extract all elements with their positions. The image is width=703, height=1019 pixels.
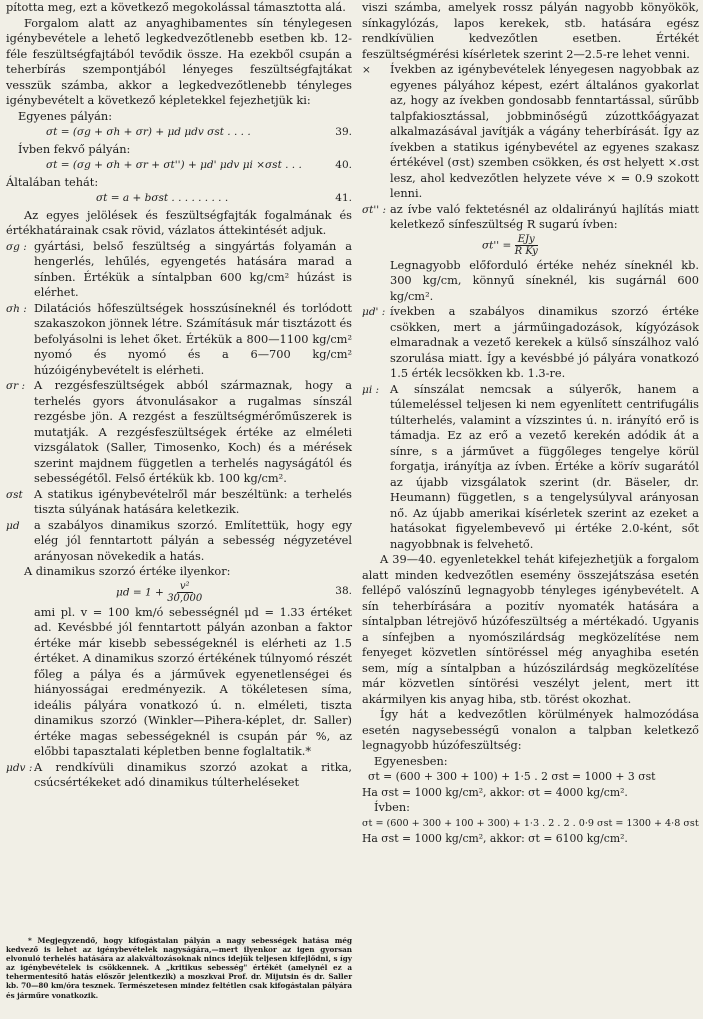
paragraph: pította meg, ezt a következő megokolással támasztotta alá. (6, 0, 346, 14)
definition-symbol: σr : (6, 380, 26, 392)
definition-symbol: σg : (6, 240, 27, 253)
definition-symbol: μdv : (6, 761, 33, 774)
calculation-result: Ha σst = 1000 kg/cm², akkor: σt = 4000 kg/cm². (362, 785, 628, 799)
equation-lhs: μd = 1 + (116, 586, 164, 598)
definition-symbol: × (362, 64, 371, 76)
fraction-numerator: v² (177, 581, 193, 593)
definition-symbol: μd' : (362, 306, 386, 318)
definition-item (362, 382, 699, 553)
equation-lhs: σt'' = (482, 239, 512, 251)
definition-text: A rezgésfeszültségek abból származnak, hogy a terhelés gyors átvonulásakor a rugalmas sínszál rezgésbe jön. A rezgést a feszültségmérőműszerek is mutatják. A rezgésfeszültségek értéke az elméleti vizsgálatok (Saller, Timosenko, Koch) és a mérések szerint majdnem független a terhelés nagyságától és sebességétől. Felső értékük kb. 100 kg/cm². (34, 378, 352, 485)
definition-item (6, 301, 352, 379)
definition-item (6, 518, 352, 565)
definition-text: a szabályos dinamikus szorzó. Említettük, hogy egy elég jól fenntartott pályán a sebesség négyzetével arányosan növekedik a hatás. (34, 517, 352, 563)
equation-40 (6, 158, 352, 174)
label-curved-track: Ívben fekvő pályán: (18, 141, 131, 156)
equation-formula: σt = a + bσst . . . . . . . . . (96, 192, 229, 204)
calculation-result: Ha σst = 1000 kg/cm², akkor: σt = 6100 kg/cm². (362, 832, 628, 845)
definition-item (6, 760, 352, 791)
fraction (515, 234, 538, 257)
label-straight: Egyenesben: (374, 753, 448, 768)
definition-text: A statikus igénybevételről már beszéltünk: a terhelés tiszta súlyának hatására keletkezik. (34, 486, 352, 516)
definition-text: gyártási, belső feszültség a singyártás folyamán a hengerlés, lehűlés, egyengetés hatására marad a sínben. Értékük a síntalpban 600 kg/cm² húzást is elérhet. (34, 238, 352, 299)
definition-text: A sínszálat nemcsak a súlyerők, hanem a túlemeléssel teljesen ki nem egyenlített centrifugális túlterhelés, valamint a vízszintes ú. n. irányító erő is támadja. Ez az erő a vezető kerekén adódik át a sínre, s a járművet a függőleges tengelye körül forgatja, irányítja az ívben. Értéke a körív sugarától az újabb vizsgálatok szerint (dr. Bäseler, dr. Heumann) független, s a tengelysúlyval arányosan nő. Az újabb amerikai kísérletek szerint az ezeket a hatásokat figyelembevevő μi értéke 2.0-ként, sőt nagyobbnak is felvehető. (390, 381, 699, 551)
equation-number: 40. (335, 159, 352, 171)
paragraph: Így hát a kedvezőtlen körülmények halmozódása esetén nagysebességű vonalon a talpban keletkező legnagyobb húzófeszültség: (362, 707, 699, 752)
footnote (6, 936, 352, 1000)
equation-formula (482, 234, 538, 257)
footnote-text: * Megjegyzendő, hogy kifogástalan pályán a nagy sebességek hatása még kedvező is lehet az igénybevételek nagyságára,—mert ilyenkor az igen gyorsan elvonuló terhelés hatására az alakváltozásoknak nincs idejük teljesen kifejlődni, s így az igénybevételek is csökkennek. A „kritikus sebesség" értékét (amelynél ez a tehermentesítő hatás először jelentkezik) a moszkvai Prof. dr. Mijutsin és dr. Saller kb. 70—80 km/óra tesznek. Természetesen mindez feltétlen csak kifogástalan pályára és járműre vonatkozik. (6, 936, 352, 1000)
equation-formula (116, 581, 202, 604)
definition-item (6, 487, 352, 518)
definition-text: ívekben a szabályos dinamikus szorzó értéke csökken, mert a járműingadozások, kígyózások elmaradnak a vezető kerekek a külső sínszálhoz való szorulása miatt. Így a kevésbbé jó pályára vonatkozó 1.5 érték lecsökken kb. 1.3-re. (390, 304, 699, 380)
label-straight-track: Egyenes pályán: (18, 108, 113, 123)
equation-38 (6, 581, 352, 604)
paragraph: Legnagyobb előforduló értéke nehéz síneknél kb. 300 kg/cm, könnyű síneknél, kis sugárnál 600 kg/cm². (390, 257, 699, 303)
label-curve: Ívben: (374, 800, 410, 814)
paragraph: Az egyes jelölések és feszültségfajták fogalmának és értékhatárainak csak rövid, vázlatos áttekintését adjuk. (6, 207, 352, 237)
equation-number: 39. (335, 126, 352, 138)
definition-symbol: σst (6, 488, 23, 501)
definition-symbol: μi : (362, 383, 380, 396)
fraction-denominator: 30,000 (167, 592, 203, 604)
fraction-denominator: R Ky (514, 245, 538, 257)
left-column (6, 0, 352, 791)
calculation-line: σt = (600 + 300 + 100 + 300) + 1·3 . 2 . 2 . 0·9 σst = 1300 + 4·8 σst (362, 817, 699, 829)
definition-symbol: σh : (6, 302, 27, 315)
equation-39 (6, 125, 352, 141)
definition-item (6, 239, 352, 301)
definition-item (6, 378, 352, 487)
paragraph: ami pl. v = 100 km/ó sebességnél μd = 1.33 értéket ad. Kevésbbé jól fenntartott pályán azonban a faktor értéke már kisebb sebességeknél is elérheti az 1.5 értéket. A dinamikus szorzó értékének túlnyomó részét főleg a pálya és a járművek egyenetlenségei és hiányosságai eredményezik. A tökéletesen síma, ideális pályára vonatkozó ú. n. elméleti, tiszta dinamikus szorzó (Winkler—Pihera-képlet, dr. Saller) értéke magas sebességeknél is csupán pár %, az előbbi tapasztalati képletben benne foglaltatik.* (34, 604, 352, 758)
paragraph: A 39—40. egyenletekkel tehát kifejezhetjük a forgalom alatt minden kedvezőtlen esemény összejátszása esetén fellépő valószínű legnagyobb tényleges igénybevételt. A sín teherbírására a pozitív nyomaték hatására a síntalpban létrejövő húzófeszültség a mértékadó. Ugyanis a sínfejben a nyomószilárdság megközelítése nem fenyeget közvetlen síntöréssel még anyaghiba esetén sem, míg a síntalpban a húzószilárdság megközelítése már közvetlen síntörési veszélyt jelent, mert itt akármilyen kis anyag hiba, stb. törést okozhat. (362, 552, 699, 706)
right-column (362, 0, 699, 847)
calculation-line: σt = (600 + 300 + 100) + 1·5 . 2 σst = 1000 + 3 σst (368, 770, 656, 783)
definition-symbol: σt'' : (362, 203, 387, 216)
definition-symbol: μd (6, 519, 20, 532)
equation-formula: σt = (σg + σh + σr) + μd μdv σst . . . . (46, 126, 251, 138)
equation-number: 41. (335, 192, 352, 204)
equation-formula: σt = (σg + σh + σr + σt'') + μd' μdv μi ×σst . . . (46, 159, 302, 171)
paragraph: Forgalom alatt az anyaghibamentes sín ténylegesen igénybevétele a lehető legkedvezőtlenebb esetben kb. 12-féle feszültségfajtából tevődik össze. Ha ezekből csupán a teherbírás szempontjából lényeges feszültségfajtákat vesszük számba, akkor a legkedvezőtlenebb tényleges igénybevételt a következő képletekkel fejezhetjük ki: (6, 15, 352, 107)
fraction-numerator: EJy (515, 234, 538, 246)
definition-text: Dilatációs hőfeszültségek hosszúsíneknél és torlódott szakaszokon jönnek létre. Számításuk már tisztázott és befolyásolni is lehet őket. Értékük a 800—1100 kg/cm² nyomó és nyomó és a 6—700 kg/cm² húzóigénybevételt is elérheti. (34, 300, 352, 377)
equation-bending-stress (362, 234, 699, 257)
equation-41 (6, 191, 352, 207)
equation-number: 38. (335, 585, 352, 598)
definition-text: A rendkívüli dinamikus szorzó azokat a ritka, csúcsértékeket adó dinamikus túlterheléseket (34, 759, 352, 789)
definition-item (362, 202, 699, 233)
definition-text: Ívekben az igénybevételek lényegesen nagyobbak az egyenes pályához képest, ezért általános gyakorlat az, hogy az ívekben gondosabb fenntartással, sűrűbb talpfakiosztással, jobbminőségű zúzottkőágyazat alkalmazásával javítják a vágány teherbírását. Így az ívekben a statikus igénybevétel az egyenes szakasz értékével (σst) szemben csökken, és σst helyett ×.σst lesz, ahol kedvezőtlen helyzete véve × = 0.9 szokott lenni. (390, 62, 699, 200)
definition-text: az ívbe való fektetésnél az oldalirányú hajlítás miatt keletkező sínfeszültség R sugarú ívben: (390, 201, 699, 231)
fraction (167, 581, 202, 604)
paragraph: viszi számba, amelyek rossz pályán nagyobb könyökök, sínkagylózás, lapos kerekek, stb. hatására egész rendkívülien kedvezőtlen esetben. Értékét feszültségmérési kísérletek szerint 2—2.5-re lehet venni. (362, 0, 699, 61)
definition-item (362, 62, 699, 202)
paragraph: A dinamikus szorzó értéke ilyenkor: (24, 564, 231, 578)
label-general: Általában tehát: (6, 174, 99, 189)
definition-item (362, 304, 699, 382)
